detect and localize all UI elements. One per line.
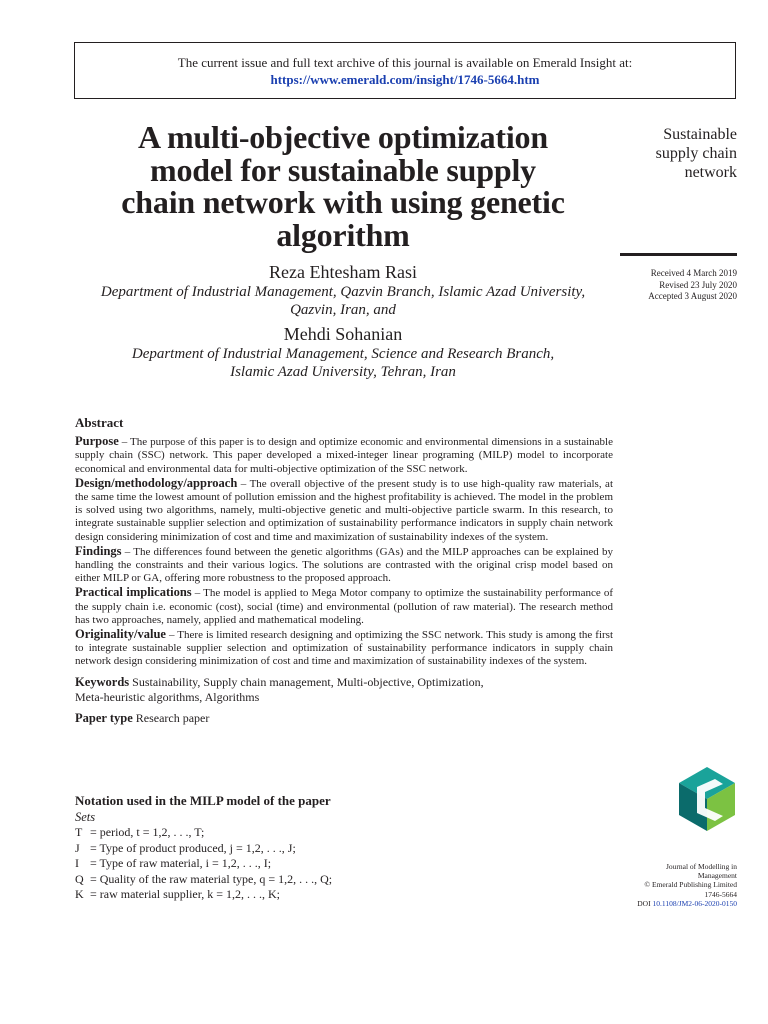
notation-definition: = raw material supplier, k = 1,2, . . ., K; xyxy=(90,887,281,901)
author-2-affiliation-line-1: Department of Industrial Management, Science and Research Branch, xyxy=(131,346,555,362)
purpose-label: Purpose xyxy=(75,434,119,449)
abstract-originality xyxy=(75,628,613,669)
notation-row xyxy=(75,887,475,903)
design-text: – The overall objective of the present study is to use high-quality raw materials, at the same time the lowest amount of pollution emission and the highest profitability is achieved. The model in the problem is solved using two algorithms, namely, multi-objective genetic and multi-objective particle swarm. In this research, to integrate sustainable supplier selection and optimization of sustainability performance indicators in supply chain network design considering minimization of cost and time and maximization of sustainability indexes of the system. xyxy=(75,477,613,543)
notation-symbol: T xyxy=(75,825,83,839)
abstract-design xyxy=(75,477,613,544)
submission-dates xyxy=(577,268,737,303)
issn: 1746-5664 xyxy=(704,889,737,899)
author-1-affiliation-line-1: Department of Industrial Management, Qazvin Branch, Islamic Azad University, xyxy=(100,284,586,300)
journal-info xyxy=(607,862,737,908)
notation-symbol: K xyxy=(75,887,84,901)
design-label: Design/methodology/approach xyxy=(75,475,238,490)
notation-definition: = Type of product produced, j = 1,2, . . ., J; xyxy=(90,840,296,855)
notation-symbol: Q xyxy=(75,871,84,886)
abstract-heading: Abstract xyxy=(75,415,124,430)
author-2-name: Mehdi Sohanian xyxy=(283,324,403,344)
notation-definition: = Type of raw material, i = 1,2, . . ., I; xyxy=(90,856,272,870)
findings-label: Findings xyxy=(75,543,122,558)
journal-name-line-2: Management xyxy=(697,871,737,881)
notation-row xyxy=(75,872,475,888)
publisher: © Emerald Publishing Limited xyxy=(644,880,737,890)
notation-row xyxy=(75,841,475,857)
doi-label: DOI xyxy=(637,898,653,908)
paper-type-label: Paper type xyxy=(75,710,133,725)
notation-section xyxy=(75,793,475,903)
notation-heading: Notation used in the MILP model of the paper xyxy=(75,793,331,808)
doi xyxy=(607,899,737,908)
sets-label: Sets xyxy=(75,809,96,824)
running-title-line-1: Sustainable xyxy=(663,126,737,143)
originality-text: – There is limited research designing and optimizing the SSC network. This study is among the first to integrate sustainable supplier selection and optimization of sustainability performance indicators in supply chain network design considering minimization of cost and time and maximization of sustainability indexes of the system. xyxy=(75,629,613,668)
journal-url-link[interactable]: https://www.emerald.com/insight/1746-5664.htm xyxy=(270,72,540,87)
keywords xyxy=(75,675,613,705)
notation-row xyxy=(75,856,475,872)
running-title-line-2: supply chain xyxy=(655,145,737,162)
crossmark-logo-icon[interactable] xyxy=(677,765,737,833)
abstract-findings xyxy=(75,545,613,586)
title-line-3: chain network with using genetic xyxy=(121,184,565,220)
title-line-4: algorithm xyxy=(276,216,410,253)
notation-definition: = period, t = 1,2, . . ., T; xyxy=(90,825,205,839)
accepted-date: Accepted 3 August 2020 xyxy=(648,291,737,301)
journal-name-line-1: Journal of Modelling in xyxy=(665,862,737,871)
notation-symbol: I xyxy=(75,856,79,870)
sidebar-divider xyxy=(620,253,737,256)
notation-row xyxy=(75,825,475,841)
findings-text: – The differences found between the genetic algorithms (GAs) and the MILP approaches can be explained by handling the constraints and their various logics. The solutions are contrasted with the original crisp model based on either MILP or GA, offering more robustness to the proposed approach. xyxy=(75,545,613,585)
keywords-label: Keywords xyxy=(75,674,130,689)
notation-symbol: J xyxy=(75,840,80,855)
received-date: Received 4 March 2019 xyxy=(650,268,737,278)
running-title xyxy=(597,125,737,182)
author-2-affiliation xyxy=(74,345,612,381)
keywords-line-2: Meta-heuristic algorithms, Algorithms xyxy=(75,689,260,704)
paper-type-text: Research paper xyxy=(132,710,210,725)
practical-text: – The model is applied to Mega Motor company to optimize the sustainability performance of the supply chain i.e. economic (cost), social (time) and environmental (pollution of raw material). The research method has two approaches, namely, applied and mathematical modeling. xyxy=(75,587,614,626)
journal-archive-banner xyxy=(74,42,736,99)
paper-type xyxy=(75,712,613,725)
author-1-affiliation xyxy=(74,283,612,319)
author-2-affiliation-line-2: Islamic Azad University, Tehran, Iran xyxy=(230,364,456,380)
abstract-section xyxy=(75,416,613,726)
keywords-line-1: Sustainability, Supply chain management, Multi-objective, Optimization, xyxy=(129,674,484,689)
doi-link[interactable]: 10.1108/JM2-06-2020-0150 xyxy=(652,898,737,908)
practical-label: Practical implications xyxy=(75,585,192,600)
title-line-1: A multi-objective optimization xyxy=(138,119,548,155)
running-title-line-3: network xyxy=(684,164,737,181)
originality-label: Originality/value xyxy=(75,627,166,642)
purpose-text: – The purpose of this paper is to design and optimize economic and environmental dimensions in a sustainable supply chain (SSC) network. This paper developed a mixed-integer linear programing (MILP) model to incorporate economical and environmental data for multi-objective optimization of the SSC network. xyxy=(75,436,613,475)
paper-title xyxy=(74,121,612,251)
notation-definition: = Quality of the raw material type, q = 1,2, . . ., Q; xyxy=(90,871,333,886)
abstract-practical xyxy=(75,586,613,627)
abstract-purpose xyxy=(75,435,613,476)
author-1-affiliation-line-2: Qazvin, Iran, and xyxy=(290,302,396,318)
revised-date: Revised 23 July 2020 xyxy=(659,279,737,290)
banner-text: The current issue and full text archive of this journal is available on Emerald Insight at: xyxy=(177,55,633,70)
author-1-name: Reza Ehtesham Rasi xyxy=(269,262,417,282)
title-line-2: model for sustainable supply xyxy=(150,151,536,188)
